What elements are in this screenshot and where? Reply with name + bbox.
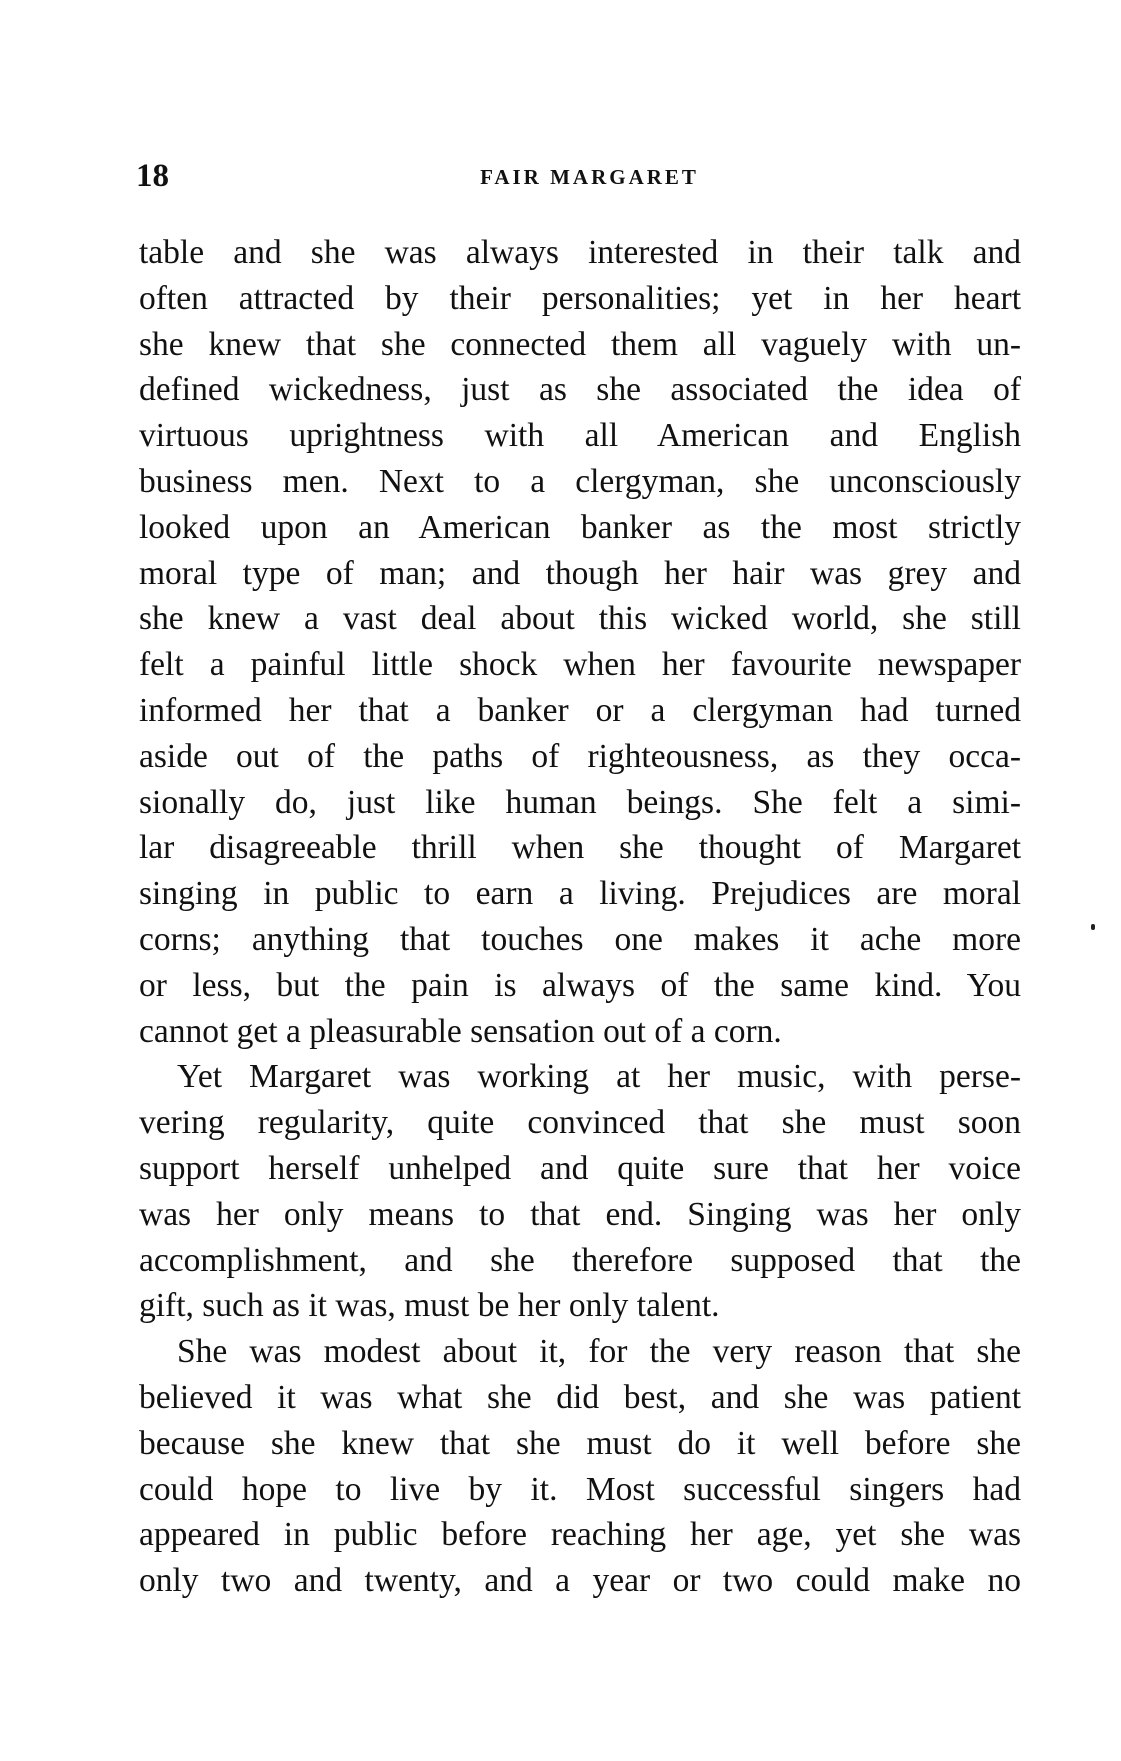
text-line: defined wickedness, just as she associated the idea of [139,371,1021,409]
text-line: lar disagreeable thrill when she thought of Margaret [139,829,1021,867]
text-line: was her only means to that end. Singing was her only [139,1195,1021,1233]
text-line: only two and twenty, and a year or two could make no [139,1562,1021,1600]
text-line: she knew that she connected them all vaguely with un- [139,325,1021,363]
text-line: accomplishment, and she therefore supposed that the [139,1241,1021,1279]
text-line: informed her that a banker or a clergyman had turned [139,691,1021,729]
text-line: appeared in public before reaching her age, yet she was [139,1516,1021,1554]
text-line: singing in public to earn a living. Prejudices are moral [139,875,1021,913]
text-line: vering regularity, quite convinced that she must soon [139,1104,1021,1142]
text-line: business men. Next to a clergyman, she unconsciously [139,462,1021,500]
text-line: support herself unhelped and quite sure that her voice [139,1149,1021,1187]
running-title: FAIR MARGARET [480,165,699,189]
page-number: 18 [136,158,169,194]
text-line: moral type of man; and though her hair was grey and [139,554,1021,592]
text-line: cannot get a pleasurable sensation out of a corn. [139,1012,782,1050]
text-line: virtuous uprightness with all American and English [139,417,1021,455]
running-head [136,156,1021,196]
text-line: aside out of the paths of righteousness, as they occa- [139,737,1021,775]
text-line: corns; anything that touches one makes it ache more [139,920,1021,958]
text-line: she knew a vast deal about this wicked world, she still [139,600,1021,638]
text-line: often attracted by their personalities; yet in her heart [139,279,1021,317]
text-line: looked upon an American banker as the most strictly [139,508,1021,546]
text-line: felt a painful little shock when her favourite newspaper [139,646,1021,684]
text-line: sionally do, just like human beings. She felt a simi- [139,783,1021,821]
body-text [139,230,1021,1604]
text-line: gift, such as it was, must be her only talent. [139,1287,720,1325]
text-line: or less, but the pain is always of the same kind. You [139,966,1021,1004]
text-line: Yet Margaret was working at her music, with perse- [177,1058,1021,1096]
stray-ink-mark [1091,924,1095,930]
text-line: She was modest about it, for the very reason that she [177,1333,1021,1371]
text-line: believed it was what she did best, and she was patient [139,1378,1021,1416]
text-line: because she knew that she must do it well before she [139,1424,1021,1462]
text-line: table and she was always interested in their talk and [139,234,1021,271]
text-line: could hope to live by it. Most successful singers had [139,1470,1021,1508]
